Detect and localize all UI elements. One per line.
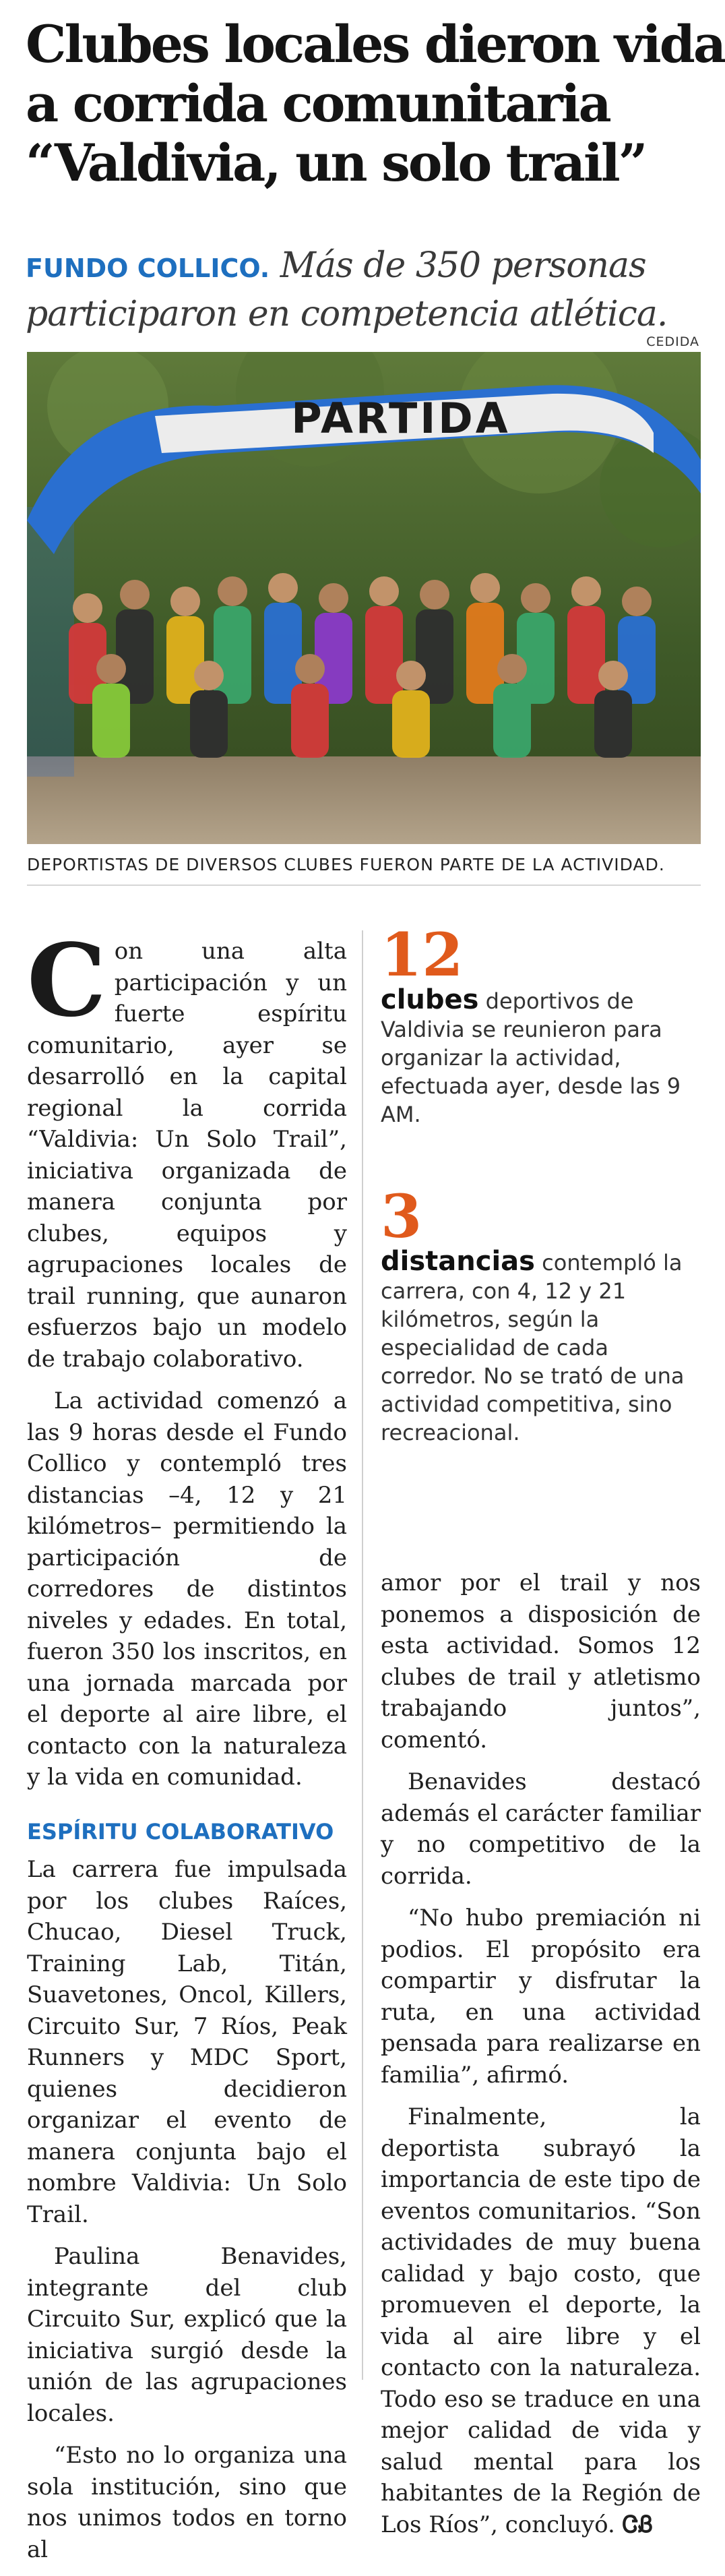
- paragraph-text: on una alta participación y un fuerte espíritu comunitario, ayer se desarrolló en la capital regional la corrida “Valdivia: Un Solo Trail”, iniciativa organizada de manera conjunta por clubes, equipos y agrupaciones locales de trail running, que aunaron esfuerzos bajo un modelo de trabajo colaborativo.: [27, 938, 347, 1373]
- end-mark-icon: ᏣᏰ: [622, 2511, 654, 2538]
- paragraph: [27, 922, 347, 1375]
- fact-box-distancias: [381, 1181, 697, 1447]
- arch-banner-text: PARTIDA: [291, 394, 511, 443]
- headline-line-1: Clubes locales dieron vida: [26, 14, 725, 74]
- fact-box-clubes: [381, 920, 697, 1129]
- paragraph: La actividad comenzó a las 9 horas desde el Fundo Collico y contempló tres distancias –4, 12 y 21 kilómetros– permitiendo la participación de corredores de distintos niveles y edades. En total, fueron 350 los inscritos, en una jornada marcada por el deporte al aire libre, el contacto con la naturaleza y la vida en comunidad.: [27, 1387, 347, 1791]
- paragraph: Paulina Benavides, integrante del club Circuito Sur, explicó que la iniciativa surgió desde la unión de las agrupaciones locales.: [27, 2243, 347, 2427]
- fact-number: 12: [381, 920, 464, 990]
- paragraph: “Esto no lo organiza una sola institución, sino que nos unimos todos en torno al: [27, 2442, 347, 2563]
- paragraph: Benavides destacó además el carácter familiar y no competitivo de la corrida.: [381, 1768, 701, 1890]
- column-divider: [362, 930, 363, 2380]
- drop-cap: C: [27, 922, 106, 1039]
- headline: [26, 14, 725, 193]
- paragraph: amor por el trail y nos ponemos a disposición de esta actividad. Somos 12 clubes de trail y atletismo trabajando juntos”, comentó.: [381, 1569, 701, 1754]
- fact-keyword: distancias: [381, 1246, 535, 1277]
- caption-divider: [27, 885, 701, 886]
- paragraph: “No hubo premiación ni podios. El propósito era compartir y disfrutar la ruta, en una actividad pensada para realizarse en familia”, afirmó.: [381, 1905, 701, 2089]
- article-column-left: [27, 922, 347, 2576]
- headline-line-3: “Valdivia, un solo trail”: [26, 133, 646, 193]
- headline-line-2: a corrida comunitaria: [26, 73, 610, 133]
- section-subhead: ESPÍRITU COLABORATIVO: [27, 1818, 334, 1845]
- paragraph: La carrera fue impulsada por los clubes Raíces, Chucao, Diesel Truck, Training Lab, Titán, Suavetones, Oncol, Killers, Circuito Sur, 7 Ríos, Peak Runners y MDC Sport, quienes decidieron organizar el evento de manera conjunta bajo el nombre Valdivia: Un Solo Trail.: [27, 1856, 347, 2228]
- deck: [26, 243, 706, 337]
- fact-number: 3: [381, 1181, 422, 1251]
- fact-keyword: clubes: [381, 984, 479, 1015]
- photo-caption: DEPORTISTAS DE DIVERSOS CLUBES FUERON PARTE DE LA ACTIVIDAD.: [27, 855, 665, 874]
- fact-text: contempló la carrera, con 4, 12 y 21 kilómetros, según la especialidad de cada corredor. No se trató de una actividad competitiva, sino recreacional.: [381, 1250, 685, 1445]
- paragraph: [381, 2101, 701, 2540]
- article-column-right: [381, 1567, 701, 2551]
- deck-text: Más de 350 personas participaron en competencia atlética.: [26, 245, 668, 334]
- news-photo: [27, 352, 701, 844]
- photo-credit: CEDIDA: [646, 334, 699, 349]
- photo-illustration: [27, 352, 701, 844]
- paragraph-text: Finalmente, la deportista subrayó la importancia de este tipo de eventos comunitarios. “Son actividades de muy buena calidad y bajo costo, que promueven el deporte, la vida al aire libre y el contacto con la naturaleza. Todo eso se traduce en una mejor calidad de vida y salud mental para los habitantes de la Región de Los Ríos”, concluyó.: [381, 2103, 701, 2538]
- fact-text: deportivos de Valdivia se reunieron para organizar la actividad, efectuada ayer, desde las 9 AM.: [381, 988, 681, 1127]
- deck-location-label: FUNDO COLLICO.: [26, 253, 270, 283]
